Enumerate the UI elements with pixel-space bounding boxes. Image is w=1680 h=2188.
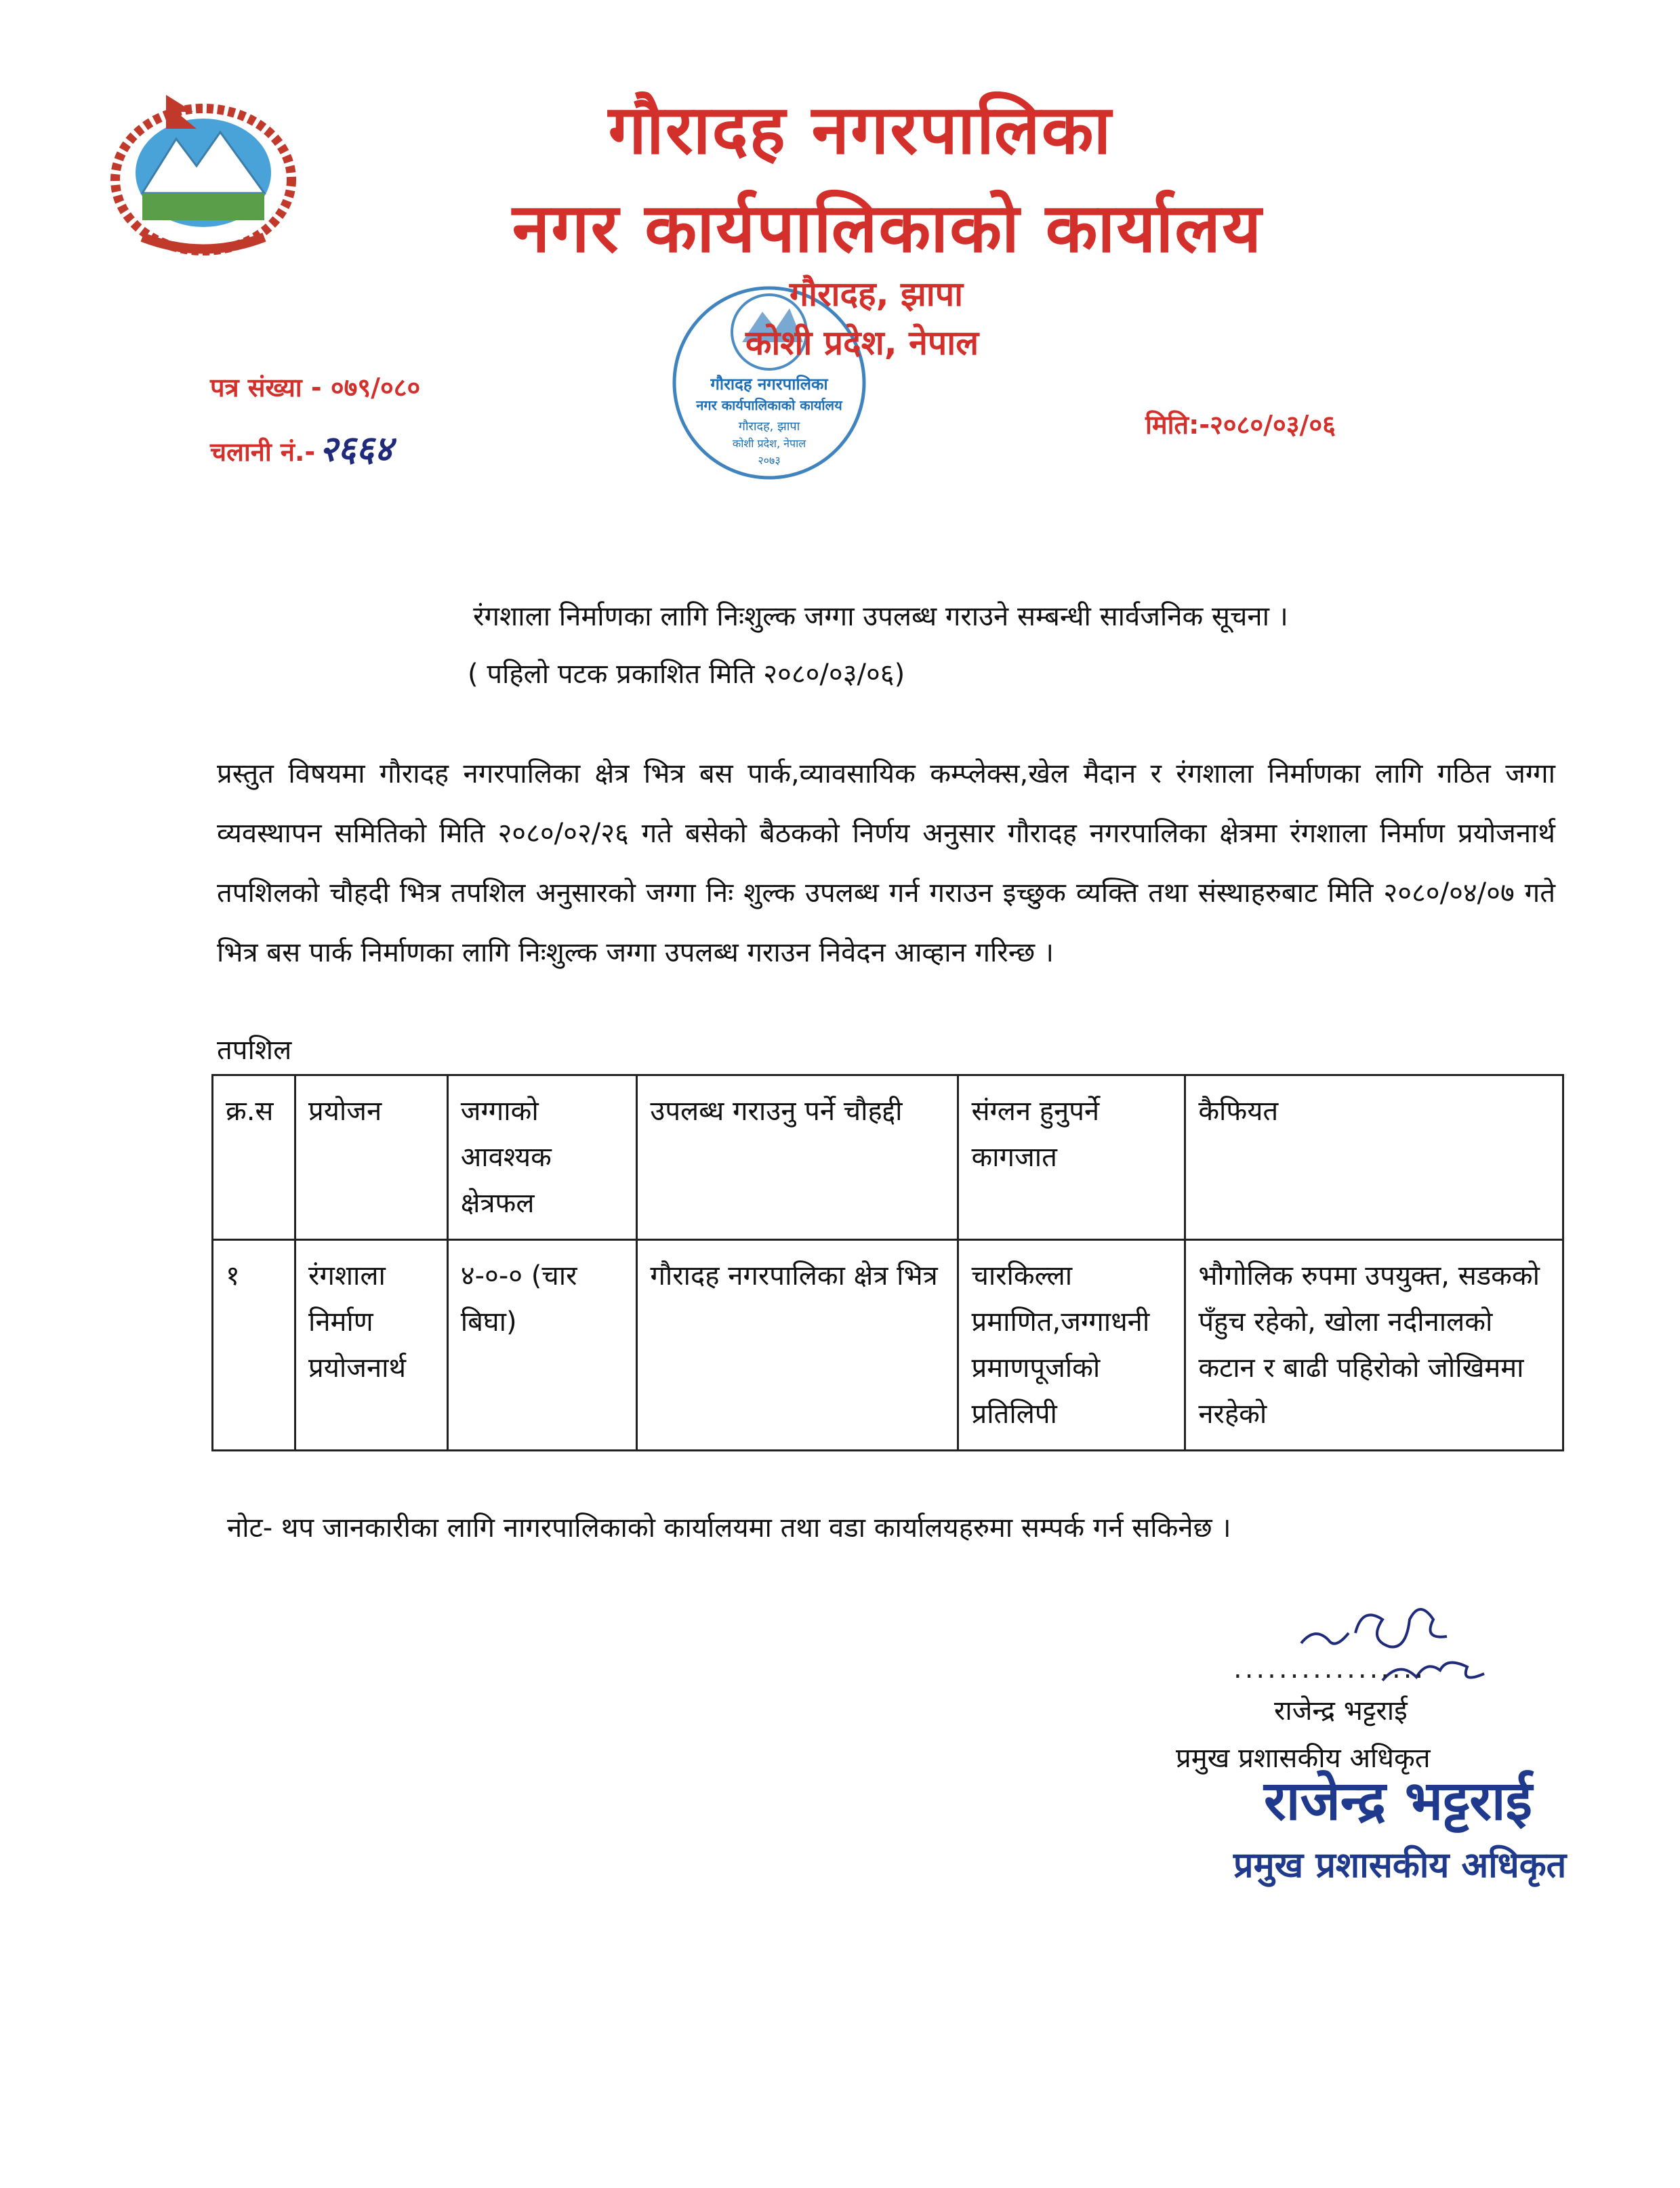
notice-body-paragraph: प्रस्तुत विषयमा गौरादह नगरपालिका क्षेत्र भित्र बस पार्क,व्यावसायिक कम्प्लेक्स,खेल मैदान र रंगशाला निर्माणका लागि गठित जग्गा व्यवस्थापन समितिको मिति २०८०/०२/२६ गते बसेको बैठकको निर्णय अनुसार गौरादह नगरपालिका क्षेत्रमा रंगशाला निर्माण प्रयोजनार्थ तपशिलको चौहदी भित्र तपशिल अनुसारको जग्गा निः शुल्क उपलब्ध गर्न गराउन इच्छुक व्यक्ति तथा संस्थाहरुबाट मिति २०८०/०४/०७ गते भित्र बस पार्क निर्माणका लागि निःशुल्क जग्गा उपलब्ध गराउन निवेदन आव्हान गरिन्छ । <box>217 758 1555 968</box>
seal-line5: २०७३ <box>758 454 781 467</box>
cell-documents: चारकिल्ला प्रमाणित,जग्गाधनी प्रमाणपूर्जाको प्रतिलिपी <box>958 1240 1185 1451</box>
municipality-title: गौरादह नगरपालिका <box>608 90 1113 169</box>
seal-line4: कोशी प्रदेश, नेपाल <box>732 437 806 450</box>
cell-boundary: गौरादह नगरपालिका क्षेत्र भित्र <box>637 1240 958 1451</box>
designation-stamp: प्रमुख प्रशासकीय अधिकृत <box>1233 1845 1567 1886</box>
address-line-1: गौरादह, झापा <box>790 274 964 314</box>
header-serial: क्र.स <box>213 1075 295 1240</box>
seal-line1: गौरादह नगरपालिका <box>710 375 828 394</box>
first-published-date: ( पहिलो पटक प्रकाशित मिति २०८०/०३/०६) <box>468 659 905 690</box>
signature-line: ................. <box>1233 1653 1427 1685</box>
seal-line3: गौरादह, झापा <box>738 419 800 434</box>
header-required-area: जग्गाको आवश्यक क्षेत्रफल <box>447 1075 637 1240</box>
schedule-label: तपशिल <box>217 1035 292 1066</box>
header-remarks: कैफियत <box>1185 1075 1563 1240</box>
seal-line2: नगर कार्यपालिकाको कार्यालय <box>696 397 842 413</box>
notice-subject: रंगशाला निर्माणका लागि निःशुल्क जग्गा उपलब्ध गराउने सम्बन्धी सार्वजनिक सूचना । <box>473 601 1288 632</box>
header-documents: संग्लन हुनुपर्ने कागजात <box>958 1075 1185 1240</box>
table-row <box>213 1240 1563 1451</box>
dispatch-number: २६६४ <box>319 428 393 470</box>
signatory-name: राजेन्द्र भट्टराई <box>1274 1695 1408 1727</box>
dispatch-label: चलानी नं.- <box>210 437 316 467</box>
header-boundary: उपलब्ध गराउनु पर्ने चौहद्दी <box>637 1075 958 1240</box>
cell-remarks: भौगोलिक रुपमा उपयुक्त, सडकको पँहुच रहेको, खोला नदीनालको कटान र बाढी पहिरोको जोखिममा नरहेको <box>1185 1240 1563 1451</box>
cell-purpose: रंगशाला निर्माण प्रयोजनार्थ <box>295 1240 447 1451</box>
office-title: नगर कार्यपालिकाको कार्यालय <box>512 188 1263 268</box>
letter-reference-number: पत्र संख्या - ०७९/०८० <box>210 373 421 402</box>
table-header-row <box>213 1075 1563 1240</box>
cell-serial: १ <box>213 1240 295 1451</box>
address-line-2: कोशी प्रदेश, नेपाल <box>745 323 979 363</box>
dispatch-number-line <box>210 424 392 472</box>
schedule-table <box>211 1074 1564 1451</box>
letter-date: मिति:-२०८०/०३/०६ <box>1145 410 1336 440</box>
contact-note: नोट- थप जानकारीका लागि नागरपालिकाको कार्यालयमा तथा वडा कार्यालयहरुमा सम्पर्क गर्न सकिनेछ । <box>227 1512 1231 1544</box>
name-stamp: राजेन्द्र भट्टराई <box>1264 1769 1532 1832</box>
signatory-title: प्रमुख प्रशासकीय अधिकृत <box>1176 1743 1431 1774</box>
header-purpose: प्रयोजन <box>295 1075 447 1240</box>
cell-required-area: ४-०-० (चार बिघा) <box>447 1240 637 1451</box>
